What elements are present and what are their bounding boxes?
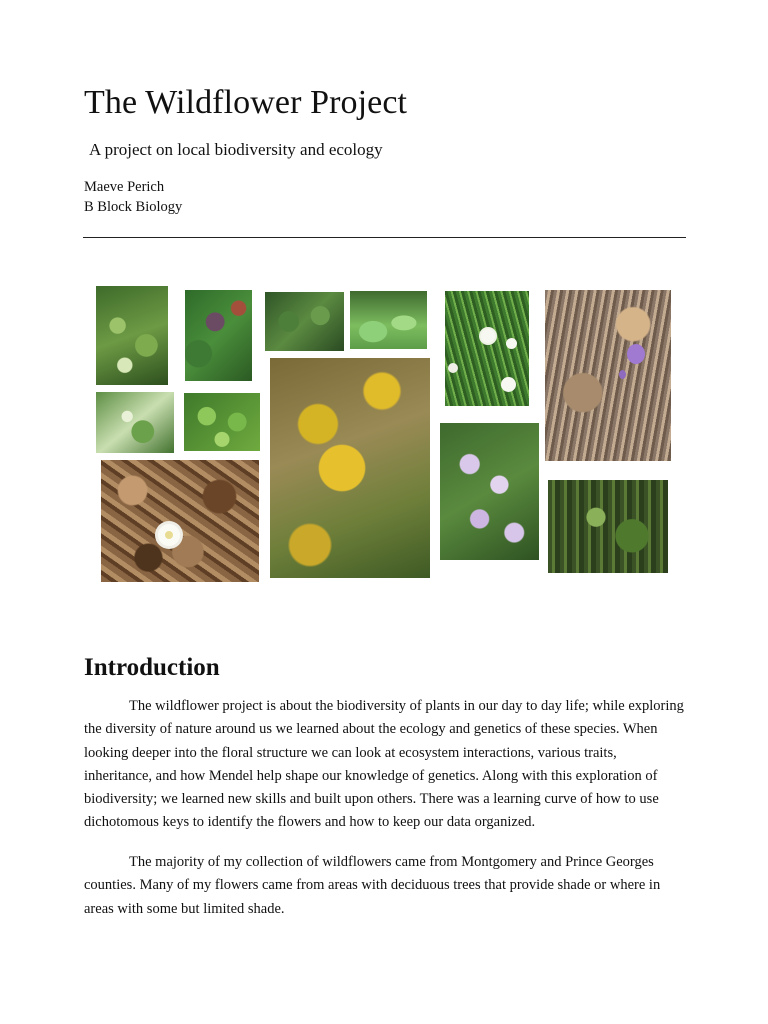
introduction-heading: Introduction — [84, 654, 220, 681]
photo-forest-plant — [548, 480, 668, 573]
document-title: The Wildflower Project — [84, 84, 408, 121]
photo-white-flower-leaf-litter — [101, 460, 259, 582]
photo-purple-flower — [185, 290, 252, 381]
introduction-paragraph-1-text: The wildflower project is about the biodiversity of plants in our day to day life; while exploring the diversity of nature around us we learned about the ecology and genetics of these species. When looking deeper into the floral structure we can look at ecosystem interactions, various traits, inheritance, and how Mendel help shape our knowledge of genetics. Along with this exploration of biodiversity; we learned new skills and built upon others. There was a learning curve of how to use dichotomous keys to identify the flowers and how to keep our data organized. — [84, 698, 684, 831]
photo-white-star-flowers — [445, 291, 529, 406]
photo-round-leaves — [350, 291, 427, 349]
header-divider — [83, 237, 686, 238]
photo-yellow-flowers — [270, 358, 430, 578]
photo-fern — [96, 286, 168, 385]
introduction-paragraph-2 — [84, 851, 688, 921]
introduction-paragraph-2-text: The majority of my collection of wildflowers came from Montgomery and Prince Georges counties. Many of my flowers came from areas with deciduous trees that provide shade or where in areas with some but limited shade. — [84, 854, 661, 917]
photo-pale-leaves — [96, 392, 174, 453]
photo-violet-flower — [545, 290, 671, 461]
photo-clover — [184, 393, 260, 451]
class-name: B Block Biology — [84, 198, 183, 215]
document-subtitle: A project on local biodiversity and ecology — [89, 140, 383, 159]
photo-leaves — [265, 292, 344, 351]
introduction-paragraph-1 — [84, 695, 688, 835]
author-block — [84, 178, 182, 217]
author-name: Maeve Perich — [84, 179, 165, 195]
photo-phlox — [440, 423, 539, 560]
